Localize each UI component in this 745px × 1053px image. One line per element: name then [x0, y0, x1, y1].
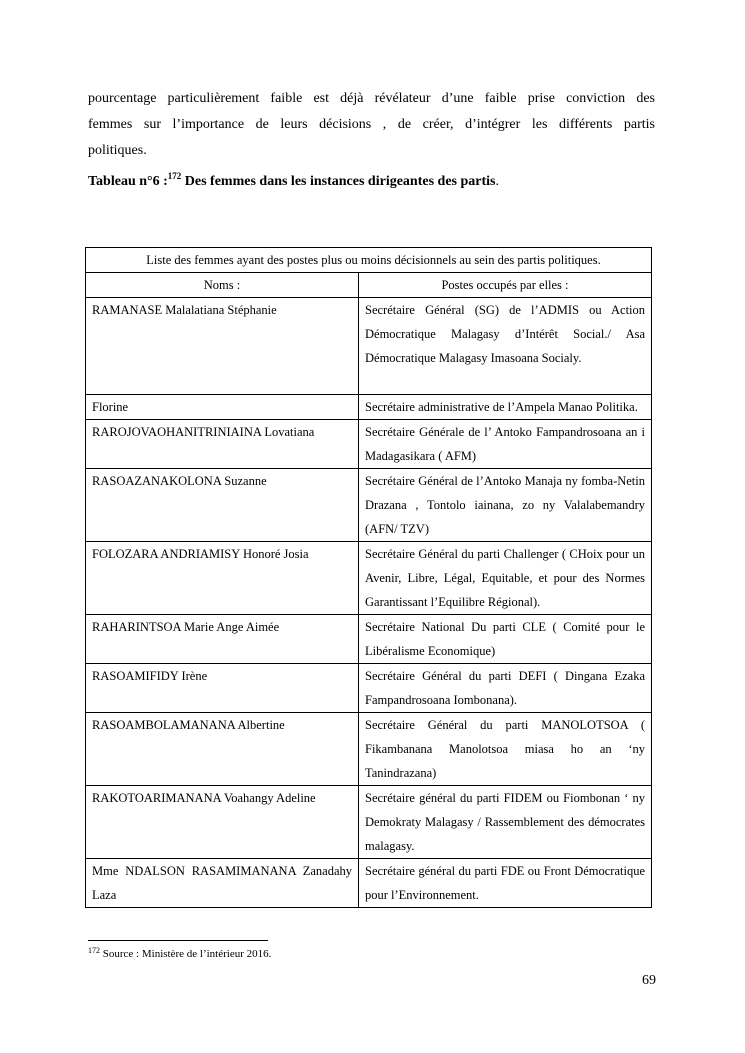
women-party-leaders-table: [85, 247, 652, 908]
post-cell: Secrétaire Général (SG) de l’ADMIS ou Action Démocratique Malagasy d’Intérêt Social./ Asa Démocratique Malagasy Imasoana Socialy.: [359, 298, 652, 395]
post-cell: Secrétaire Général de l’Antoko Manaja ny fomba-Netin Drazana , Tontolo iainana, zo ny Valalabemandry (AFN/ TZV): [359, 469, 652, 542]
post-cell: Secrétaire Général du parti DEFI ( Dingana Ezaka Fampandrosoana Iombonana).: [359, 664, 652, 713]
post-cell: Secrétaire général du parti FIDEM ou Fiombonan ‘ ny Demokraty Malagasy / Rassemblement des démocrates malagasy.: [359, 786, 652, 859]
page-number: 69: [642, 973, 656, 988]
intro-paragraph: [88, 86, 655, 164]
post-cell: Secrétaire National Du parti CLE ( Comité pour le Libéralisme Economique): [359, 615, 652, 664]
caption-prefix: Tableau n°6 :: [88, 174, 168, 189]
intro-line: femmes sur l’importance de leurs décisions , de créer, d’intégrer les différents partis: [88, 117, 655, 132]
table-row: [86, 786, 652, 859]
name-cell: FOLOZARA ANDRIAMISY Honoré Josia: [86, 542, 359, 615]
table-title-row: [86, 248, 652, 273]
post-cell: Secrétaire Général du parti MANOLOTSOA ( Fikambanana Manolotsoa miasa ho an ‘ny Tanindrazana): [359, 713, 652, 786]
name-cell: RASOAMBOLAMANANA Albertine: [86, 713, 359, 786]
table-row: [86, 859, 652, 908]
table-row: [86, 542, 652, 615]
table-caption: [88, 171, 668, 190]
name-cell: RAKOTOARIMANANA Voahangy Adeline: [86, 786, 359, 859]
post-cell: Secrétaire Général du parti Challenger ( CHoix pour un Avenir, Libre, Légal, Equitable, et pour des Normes Garantissant l’Equilibre Régional).: [359, 542, 652, 615]
caption-footnote-ref[interactable]: 172: [167, 171, 182, 181]
table-row: [86, 395, 652, 420]
table-header-row: [86, 273, 652, 298]
name-cell: RASOAMIFIDY Irène: [86, 664, 359, 713]
footnote-text: Source : Ministère de l’intérieur 2016.: [100, 948, 272, 960]
intro-line: pourcentage particulièrement faible est déjà révélateur d’une faible prise conviction des: [88, 91, 655, 106]
footnote-number: 172: [88, 946, 100, 955]
footnote: [88, 948, 271, 960]
table-row: [86, 713, 652, 786]
table-row: [86, 615, 652, 664]
caption-title: Des femmes dans les instances dirigeantes des partis: [181, 174, 496, 189]
post-cell: Secrétaire Générale de l’ Antoko Fampandrosoana an i Madagasikara ( AFM): [359, 420, 652, 469]
name-cell: RAROJOVAOHANITRINIAINA Lovatiana: [86, 420, 359, 469]
footnote-divider: [88, 940, 268, 941]
name-cell: RAHARINTSOA Marie Ange Aimée: [86, 615, 359, 664]
table-title: Liste des femmes ayant des postes plus ou moins décisionnels au sein des partis politiques.: [86, 248, 652, 273]
column-header-posts: Postes occupés par elles :: [359, 273, 652, 298]
table-row: [86, 469, 652, 542]
name-cell: Florine: [86, 395, 359, 420]
caption-period: .: [495, 174, 499, 189]
post-cell: Secrétaire général du parti FDE ou Front Démocratique pour l’Environnement.: [359, 859, 652, 908]
table-row: [86, 420, 652, 469]
post-cell: Secrétaire administrative de l’Ampela Manao Politika.: [359, 395, 652, 420]
name-cell: Mme NDALSON RASAMIMANANA Zanadahy Laza: [86, 859, 359, 908]
table-row: [86, 298, 652, 395]
name-cell: RAMANASE Malalatiana Stéphanie: [86, 298, 359, 395]
column-header-names: Noms :: [86, 273, 359, 298]
table-row: [86, 664, 652, 713]
intro-line: politiques.: [88, 143, 147, 158]
name-cell: RASOAZANAKOLONA Suzanne: [86, 469, 359, 542]
